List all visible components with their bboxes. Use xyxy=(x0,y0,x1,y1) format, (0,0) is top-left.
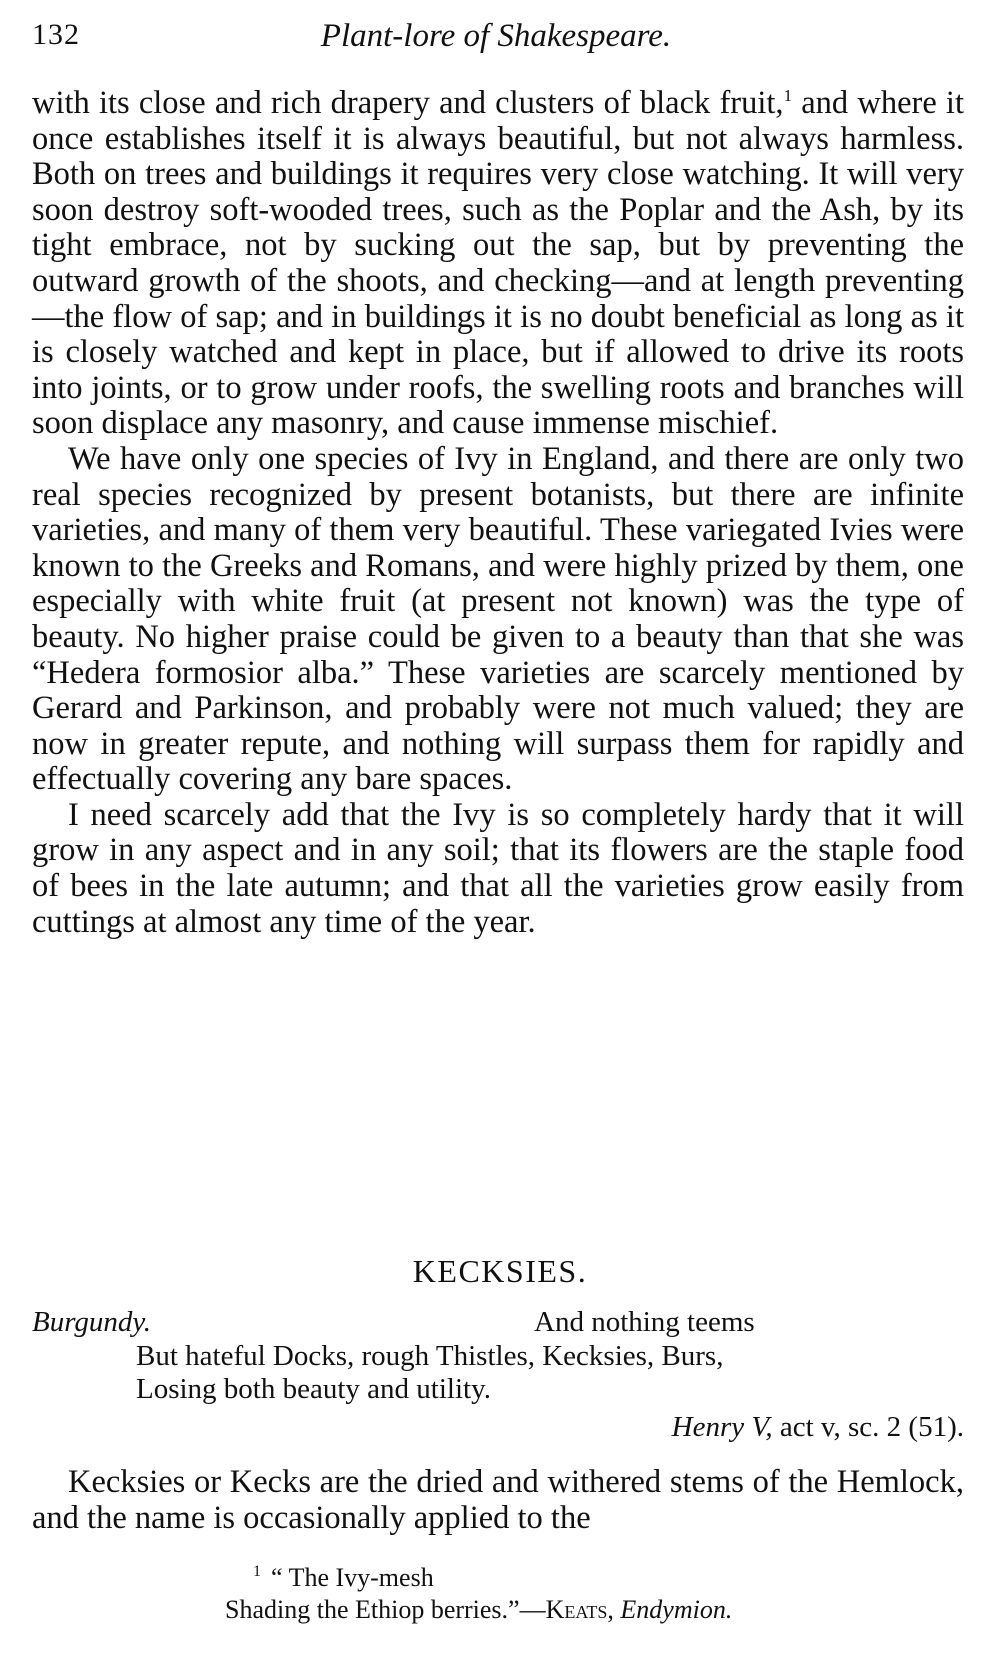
section-title-kecksies: KECKSIES. xyxy=(412,1253,588,1289)
paragraph-text: with its close and rich drapery and clusters of black fruit, xyxy=(32,85,784,121)
footnote-mark: 1 xyxy=(253,1563,261,1581)
footnote-author: Keats xyxy=(545,1595,608,1624)
citation-work: Henry V, xyxy=(671,1411,773,1443)
footnote-separator: , xyxy=(607,1595,621,1624)
quote-first-line xyxy=(32,1304,964,1340)
page-number: 132 xyxy=(32,18,80,51)
running-title: Plant-lore of Shakespeare. xyxy=(320,18,672,54)
quote-line-2: But hateful Docks, rough Thistles, Kecksies, Burs, xyxy=(136,1340,724,1372)
footnote-text: “ The Ivy-mesh xyxy=(271,1563,434,1592)
footnote-text: Shading the Ethiop berries.”— xyxy=(225,1595,546,1624)
footnote xyxy=(225,1562,925,1626)
quote-line-1: And nothing teems xyxy=(534,1306,755,1338)
kecksies-text xyxy=(32,1465,964,1536)
speaker-name: Burgundy. xyxy=(32,1306,151,1338)
footnote-reference: 1 xyxy=(783,86,793,106)
shakespeare-quotation xyxy=(32,1304,964,1446)
paragraph-kecksies: Kecksies or Kecks are the dried and withered stems of the Hemlock, and the name is occasionally applied to the xyxy=(32,1464,964,1536)
footnote-line-1 xyxy=(225,1562,925,1594)
citation-reference: act v, sc. 2 (51). xyxy=(772,1411,964,1443)
paragraph-ivy-3: I need scarcely add that the Ivy is so completely hardy that it will grow in any aspect and in any soil; that its flowers are the staple food of bees in the late autumn; and that all the varieties grow easily from cuttings at almost any time of the year. xyxy=(32,796,964,940)
paragraph-text: and where it once establishes itself it is always beautiful, but not always harmless. Both on trees and buildings it requires very close watching. It will very soon destroy soft-wooded trees, such as the Poplar and the Ash, by its tight embrace, not by sucking out the sap, but by preventing the outward growth of the shoots, and checking—and at length preventing—the flow of sap; and in buildings it is no doubt beneficial as long as it is closely watched and kept in place, but if allowed to drive its roots into joints, or to grow under roofs, the swelling roots and branches will soon displace any masonry, and cause immense mischief. xyxy=(32,85,964,442)
quote-citation xyxy=(32,1408,964,1446)
paragraph-ivy-1 xyxy=(32,86,964,442)
quote-line-3: Losing both beauty and utility. xyxy=(136,1373,491,1405)
main-text xyxy=(32,86,964,940)
page-header xyxy=(32,18,960,68)
paragraph-ivy-2: We have only one species of Ivy in England, and there are only two real species recognized by present botanists, but there are infinite varieties, and many of them very beautiful. These variegated Ivies were known to the Greeks and Romans, and were highly prized by them, one especially with white fruit (at present not known) was the type of beauty. No higher praise could be given to a beauty than that she was “Hedera formosior alba.” These varieties are scarcely mentioned by Gerard and Parkinson, and probably were not much valued; they are now in greater repute, and nothing will surpass them for rapidly and effectually covering any bare spaces. xyxy=(32,440,964,798)
footnote-work: Endymion. xyxy=(620,1595,733,1624)
footnote-line-2 xyxy=(225,1594,925,1626)
